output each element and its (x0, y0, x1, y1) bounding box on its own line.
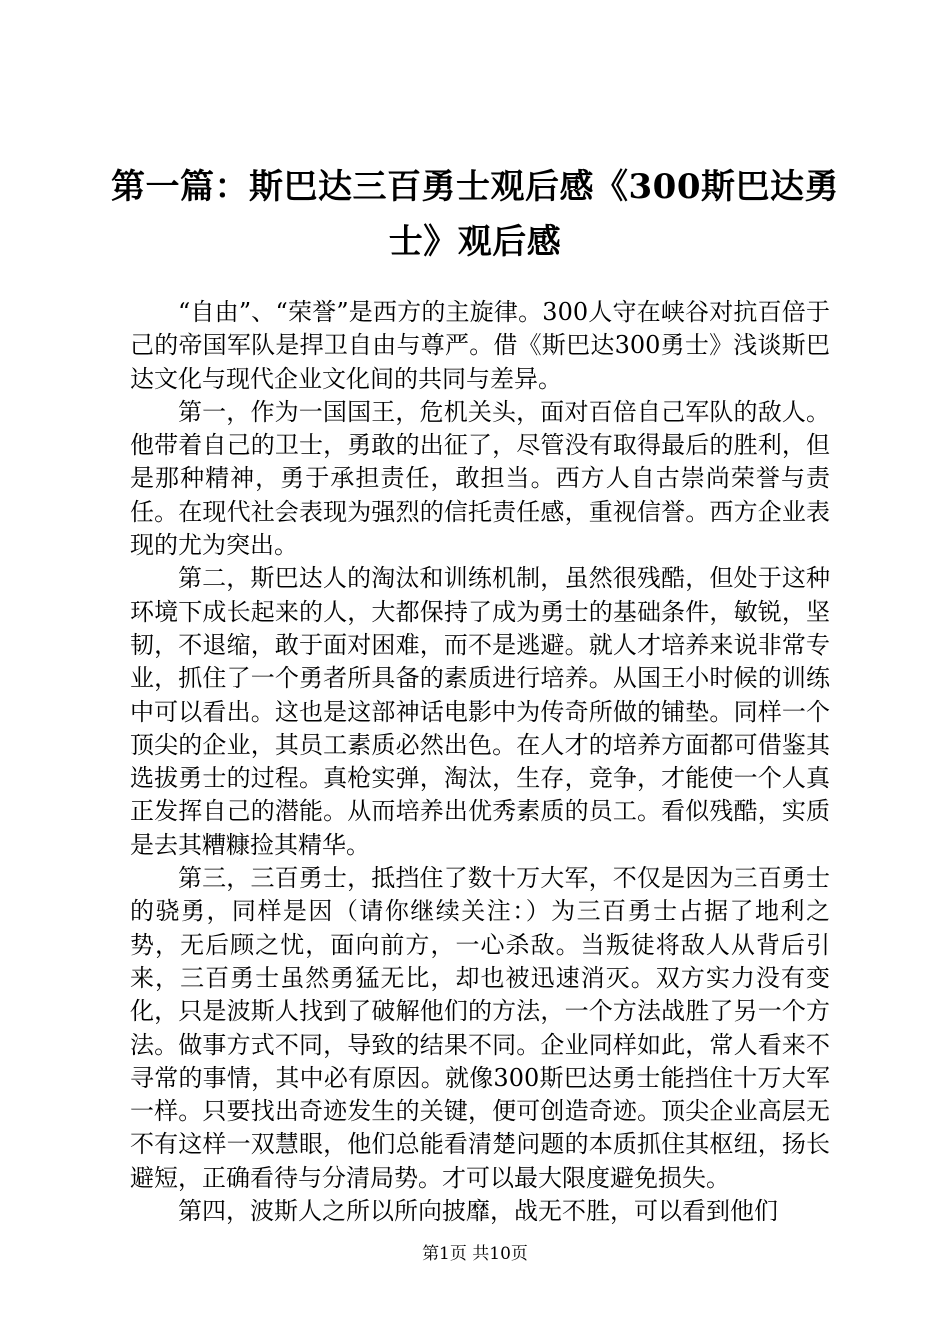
paragraph-fourth: 第四，波斯人之所以所向披靡，战无不胜，可以看到他们 (178, 1197, 778, 1226)
page-number-footer: 第1页 共10页 (422, 1244, 528, 1264)
paragraph-intro: “自由”、“荣誉”是西方的主旋律。300人守在峡谷对抗百倍于己的帝国军队是捍卫自由与尊严。借《斯巴达300勇士》浅谈斯巴达文化与现代企业文化间的共同与差异。 (130, 298, 830, 393)
paragraph-second: 第二，斯巴达人的淘汰和训练机制，虽然很残酷，但处于这种环境下成长起来的人，大都保持了成为勇士的基础条件，敏锐，坚韧，不退缩，敢于面对困难，而不是逃避。就人才培养来说非常专业，抓住了一个勇者所具备的素质进行培养。从国王小时候的训练中可以看出。这也是这部神话电影中为传奇所做的铺垫。同样一个顶尖的企业，其员工素质必然出色。在人才的培养方面都可借鉴其选拔勇士的过程。真枪实弹，淘汰，生存，竞争，才能使一个人真正发挥自己的潜能。从而培养出优秀素质的员工。看似残酷，实质是去其糟糠捡其精华。 (130, 564, 830, 859)
paragraph-first: 第一，作为一国国王，危机关头，面对百倍自己军队的敌人。他带着自己的卫士，勇敢的出征了，尽管没有取得最后的胜利，但是那种精神，勇于承担责任，敢担当。西方人自古崇尚荣誉与责任。在现代社会表现为强烈的信托责任感，重视信誉。西方企业表现的尤为突出。 (130, 397, 830, 560)
document-title: 第一篇：斯巴达三百勇士观后感《300斯巴达勇士》观后感 (111, 167, 839, 262)
paragraph-third: 第三，三百勇士，抵挡住了数十万大军，不仅是因为三百勇士的骁勇，同样是因（请你继续关注：）为三百勇士占据了地利之势，无后顾之忧，面向前方，一心杀敌。当叛徒将敌人从背后引来，三百勇士虽然勇猛无比，却也被迅速消灭。双方实力没有变化，只是波斯人找到了破解他们的方法，一个方法战胜了另一个方法。做事方式不同，导致的结果不同。企业同样如此，常人看来不寻常的事情，其中必有原因。就像300斯巴达勇士能挡住十万大军一样。只要找出奇迹发生的关键，便可创造奇迹。顶尖企业高层无不有这样一双慧眼，他们总能看清楚问题的本质抓住其枢纽，扬长避短，正确看待与分清局势。才可以最大限度避免损失。 (130, 864, 830, 1192)
document-body (130, 296, 830, 1228)
